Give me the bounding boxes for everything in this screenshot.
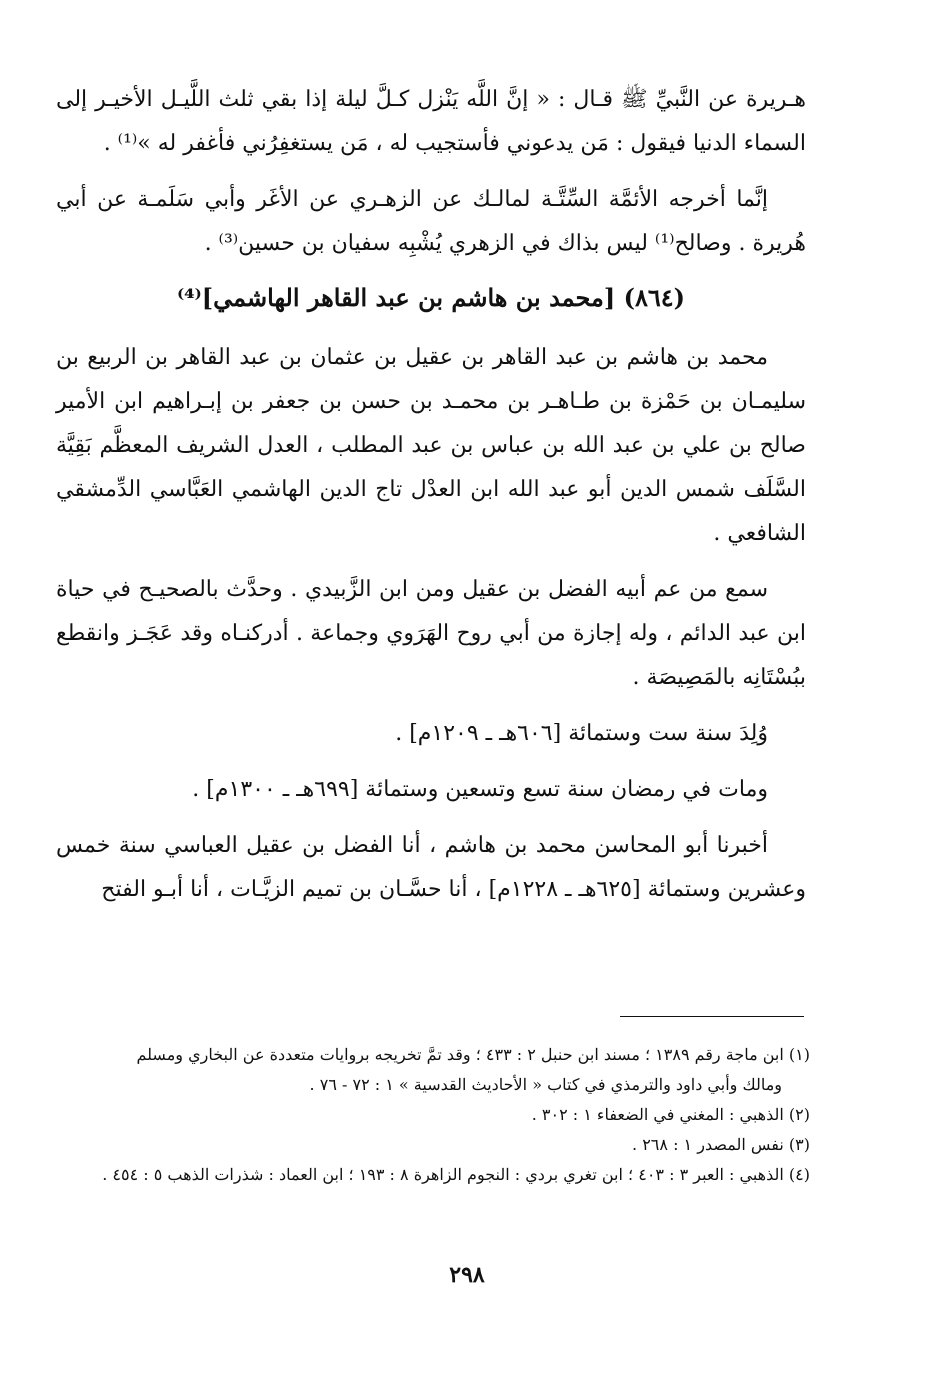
footnote-1: (١) ابن ماجة رقم ١٣٨٩ ؛ مسند ابن حنبل ٢ : ٤٣٣ ؛ وقد تمَّ تخريجه بروايات متعددة عن البخاري ومسلم [136,1045,810,1064]
paragraph-death: ومات في رمضان سنة تسع وتسعين وستمائة [٦٩٩هـ ـ ١٣٠٠م] . [192,777,768,802]
footnotes [56,1040,810,1190]
page-number: ٢٩٨ [449,1262,485,1288]
paragraph-hadith: هـريرة عن النَّبيِّ ﷺ قـال : « إنَّ اللَّه يَنْزل كـلَّ ليلة إذا بقي ثلث اللَّيـل الأخيـر إلى السماء الدنيا فيقول : مَن يدعوني فأستجيب له ، مَن يستغفِرُني فأغفر له »⁽¹⁾ . [56,87,806,156]
paragraph-isnad: أخبرنا أبو المحاسن محمد بن هاشم ، أنا الفضل بن عقيل العباسي سنة خمس وعشرين وستمائة [٦٢٥هـ ـ ١٢٢٨م] ، أنا حسَّـان بن تميم الزيَّـات ، أنا أبـو الفتح [56,833,806,902]
main-text [56,78,806,924]
paragraph-takhrij: إنَّما أخرجه الأئمَّة السِّتَّـة لمالـك عن الزهـري عن الأغَر وأبي سَلَمـة عن أبي هُريرة . وصالح⁽¹⁾ ليس بذاك في الزهري يُشْبِه سفيان بن حسين⁽³⁾ . [56,187,806,256]
paragraph-lineage: محمد بن هاشم بن عبد القاهر بن عقيل بن عثمان بن عبد القاهر بن الربيع بن سليمـان بن حَمْزة بن طـاهـر بن محمـد بن حسن بن جعفر بن إبـراهيم ابن الأمير صالح بن علي بن عبد الله بن عباس بن عبد المطلب ، العدل الشريف المعظَّم بَقِيَّة السَّلَف شمس الدين أبو عبد الله ابن العدْل تاج الدين الهاشمي العَبَّاسي الدِّمشقي الشافعي . [56,345,806,546]
footnote-3: (٣) نفس المصدر ١ : ٢٦٨ . [632,1135,810,1154]
footnote-4: (٤) الذهبي : العبر ٣ : ٤٠٣ ؛ ابن تغري بردي : النجوم الزاهرة ٨ : ١٩٣ ؛ ابن العماد : شذرات الذهب ٥ : ٤٥٤ . [102,1165,810,1184]
paragraph-narration: سمع من عم أبيه الفضل بن عقيل ومن ابن الزَّبيدي . وحدَّث بالصحيـح في حياة ابن عبد الدائم ، وله إجازة من أبي روح الهَرَوي وجماعة . أدركنـاه وقد عَجَـز وانقطع ببُسْتَانِه بالمَصِيصَة . [56,577,806,690]
footnote-1-continued: ومالك وأبي داود والترمذي في كتاب « الأحاديث القدسية » ١ : ٧٢ - ٧٦ . [309,1075,782,1094]
footnote-2: (٢) الذهبي : المغني في الضعفاء ١ : ٣٠٢ . [531,1105,810,1124]
entry-heading: (٨٦٤) [محمد بن هاشم بن عبد القاهر الهاشمي]⁽⁴⁾ [176,283,685,312]
paragraph-birth: وُلِدَ سنة ست وستمائة [٦٠٦هـ ـ ١٢٠٩م] . [395,721,768,746]
footnote-divider [620,1016,804,1017]
